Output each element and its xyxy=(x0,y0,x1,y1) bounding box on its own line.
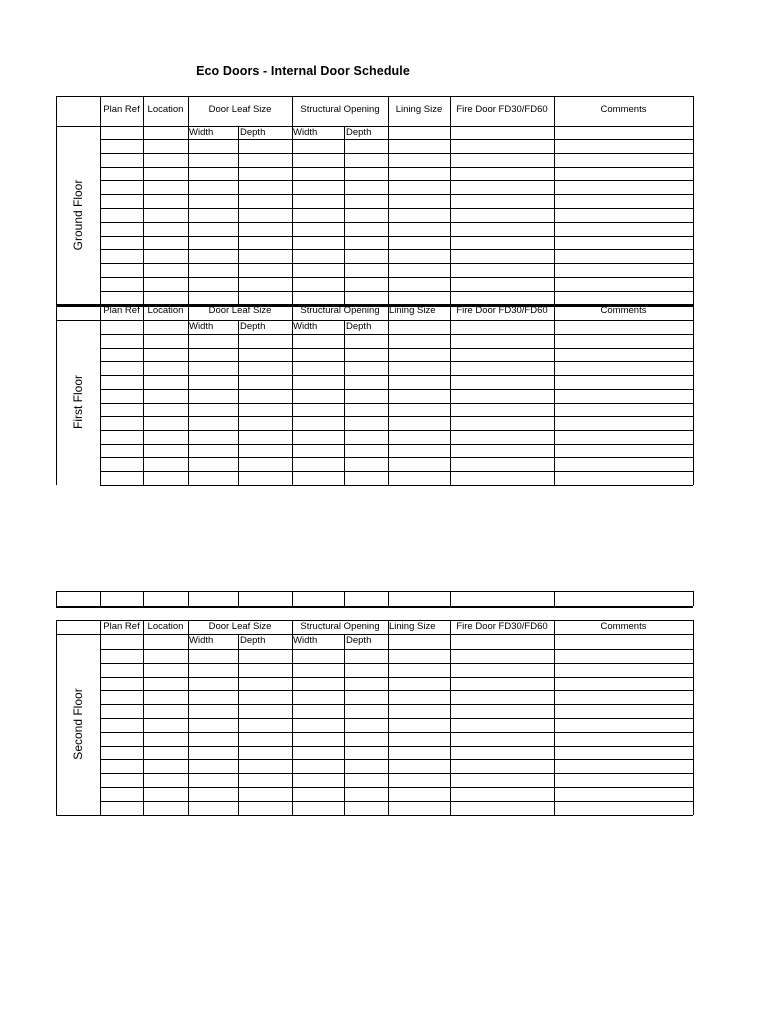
table-rule xyxy=(100,304,101,485)
table-rule xyxy=(450,96,451,305)
table-rule xyxy=(238,320,239,485)
col-header-comments: Comments xyxy=(600,621,647,632)
table-rule xyxy=(554,96,555,305)
table-rule xyxy=(388,620,389,815)
table-bottom-rule xyxy=(56,815,100,816)
header-rule xyxy=(56,126,100,127)
table-bottom-rule xyxy=(56,305,100,307)
col-header-structural-opening: Structural Opening xyxy=(300,305,380,316)
table-border xyxy=(56,620,57,815)
table-rule xyxy=(238,591,239,606)
table-border xyxy=(693,591,694,606)
table-rule xyxy=(450,591,451,606)
subheader-opening-depth: Depth xyxy=(346,635,372,646)
table-border xyxy=(693,620,694,815)
table-rule xyxy=(388,304,389,485)
col-header-fire-door: Fire Door FD30/FD60 xyxy=(456,305,548,316)
table-row xyxy=(56,591,693,592)
table-border xyxy=(56,591,57,606)
subheader-leaf-width: Width xyxy=(189,321,214,332)
table-row xyxy=(56,606,693,608)
header-rule xyxy=(56,634,100,635)
col-header-comments: Comments xyxy=(600,104,647,115)
col-header-structural-opening: Structural Opening xyxy=(300,621,380,632)
subheader-opening-width: Width xyxy=(293,127,318,138)
col-header-plan-ref: Plan Ref xyxy=(103,621,140,632)
table-rule xyxy=(388,591,389,606)
col-header-lining-size: Lining Size xyxy=(395,104,443,115)
subheader-leaf-width: Width xyxy=(189,127,214,138)
table-border xyxy=(693,304,694,485)
table-rule xyxy=(554,304,555,485)
table-border xyxy=(56,96,57,305)
col-header-lining-size: Lining Size xyxy=(389,621,436,632)
document-title: Eco Doors - Internal Door Schedule xyxy=(196,64,410,78)
table-rule xyxy=(143,96,144,305)
table-rule xyxy=(450,304,451,485)
table-border xyxy=(693,96,694,305)
table-rule xyxy=(554,591,555,606)
col-header-door-leaf-size: Door Leaf Size xyxy=(208,104,272,115)
table-rule xyxy=(100,620,101,815)
col-header-plan-ref: Plan Ref xyxy=(103,305,140,316)
subheader-leaf-width: Width xyxy=(189,635,214,646)
table-rule xyxy=(344,591,345,606)
header-rule xyxy=(56,320,100,321)
col-header-location: Location xyxy=(147,104,184,115)
col-header-door-leaf-size: Door Leaf Size xyxy=(208,305,272,316)
table-rule xyxy=(388,96,389,305)
col-header-location: Location xyxy=(147,621,184,632)
col-header-lining-size: Lining Size xyxy=(389,305,436,316)
table-rule xyxy=(100,591,101,606)
table-rule xyxy=(344,320,345,485)
table-rule xyxy=(450,620,451,815)
col-header-structural-opening: Structural Opening xyxy=(300,104,380,115)
table-row xyxy=(100,815,693,816)
subheader-opening-depth: Depth xyxy=(346,321,372,332)
table-rule xyxy=(238,126,239,305)
table-rule xyxy=(554,620,555,815)
table-rule xyxy=(188,591,189,606)
table-rule xyxy=(143,620,144,815)
floor-label: Second Floor xyxy=(71,688,85,760)
subheader-leaf-depth: Depth xyxy=(240,321,266,332)
col-header-door-leaf-size: Door Leaf Size xyxy=(208,621,272,632)
table-rule xyxy=(143,304,144,485)
floor-label: First Floor xyxy=(71,375,85,430)
table-rule xyxy=(344,634,345,815)
col-header-fire-door: Fire Door FD30/FD60 xyxy=(456,621,548,632)
col-header-comments: Comments xyxy=(600,305,647,316)
table-rule xyxy=(100,96,101,305)
table-rule xyxy=(188,620,189,815)
subheader-opening-depth: Depth xyxy=(346,127,372,138)
table-row xyxy=(100,485,693,486)
table-rule xyxy=(292,620,293,815)
table-border xyxy=(56,304,57,485)
col-header-plan-ref: Plan Ref xyxy=(103,104,140,115)
subheader-opening-width: Width xyxy=(293,635,318,646)
table-rule xyxy=(344,126,345,305)
floor-label: Ground Floor xyxy=(71,179,85,251)
table-rule xyxy=(238,634,239,815)
col-header-location: Location xyxy=(147,305,184,316)
header-rule xyxy=(56,96,693,97)
subheader-leaf-depth: Depth xyxy=(240,635,266,646)
col-header-fire-door: Fire Door FD30/FD60 xyxy=(456,104,548,115)
table-rule xyxy=(292,591,293,606)
table-rule xyxy=(143,591,144,606)
subheader-leaf-depth: Depth xyxy=(240,127,266,138)
subheader-opening-width: Width xyxy=(293,321,318,332)
